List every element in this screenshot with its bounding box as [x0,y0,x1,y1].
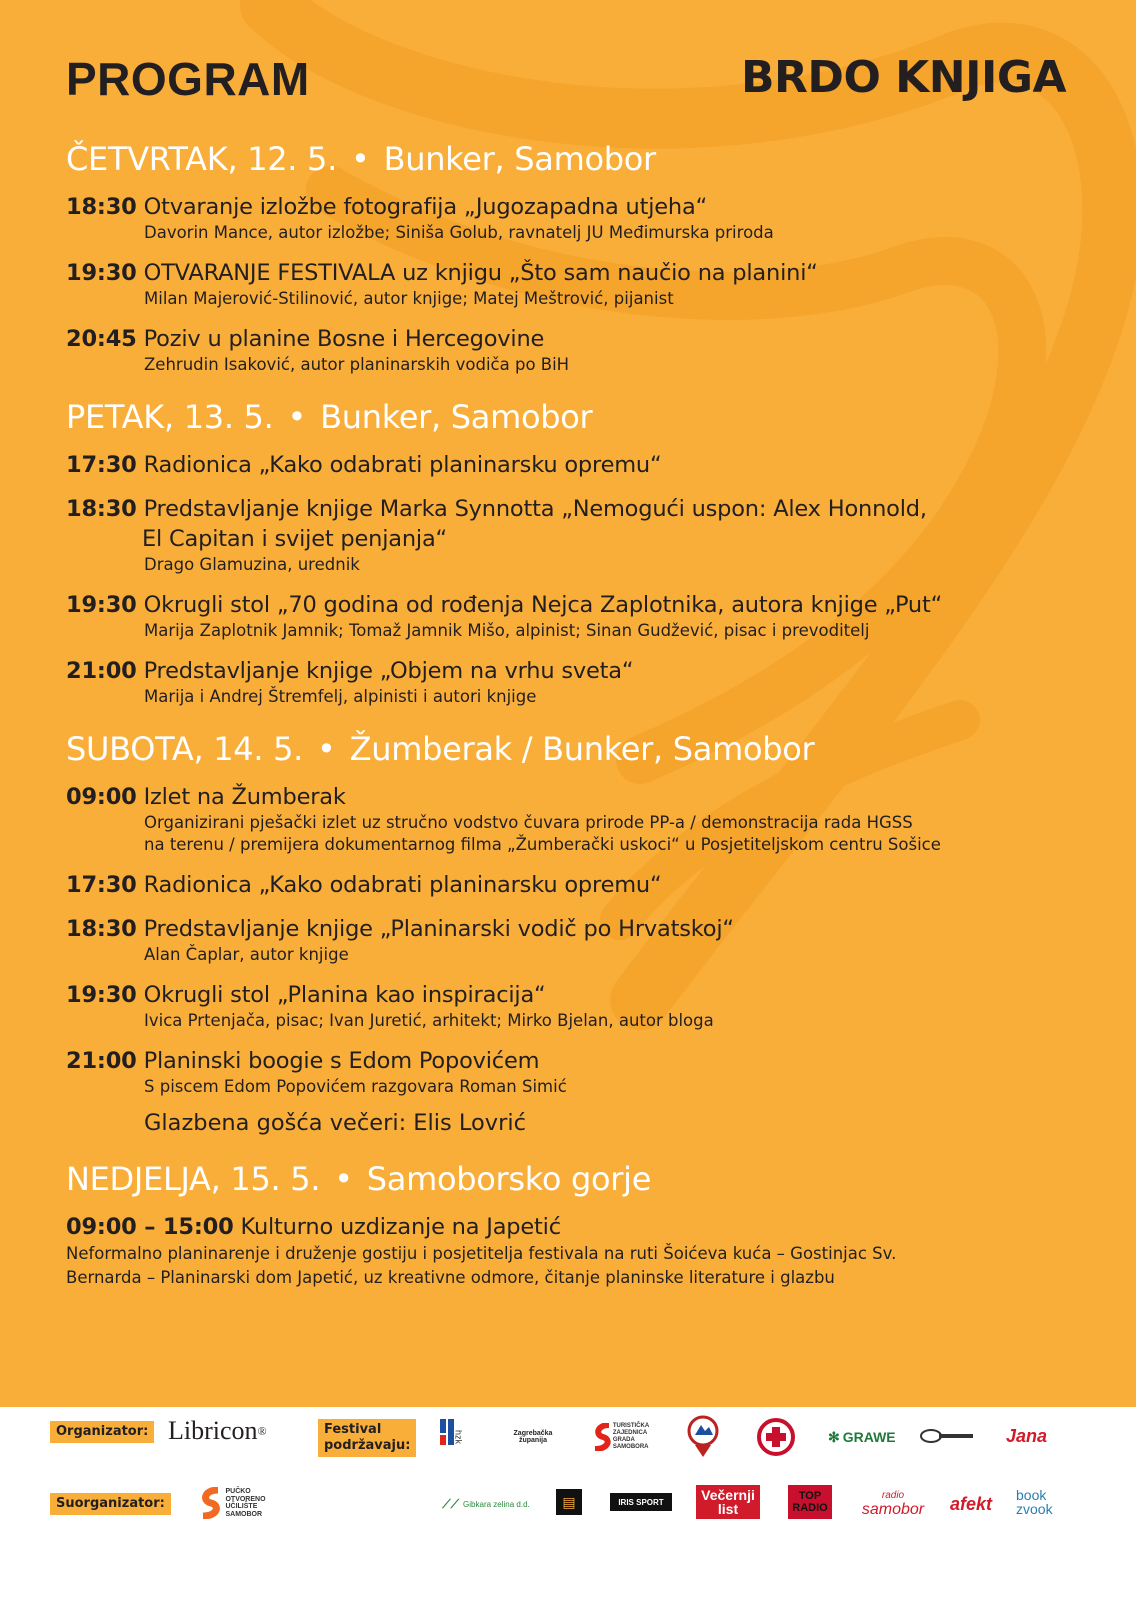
event-headline [66,590,1076,620]
day-date: PETAK, 13. 5. [66,398,274,436]
event-details: Milan Majerović-Stilinović, autor knjige; Matej Meštrović, pijanist [144,289,674,308]
event-time: 21:00 [66,658,137,684]
afekt-logo: afekt [950,1493,993,1514]
event-time: 21:00 [66,1048,137,1074]
partner-logo [918,1425,976,1447]
event-details: Organizirani pješački izlet uz stručno vodstvo čuvara prirode PP-a / demonstracija rada HGSS [144,813,913,832]
event-item [66,656,1076,708]
event-title: Radionica „Kako odabrati planinarsku opremu“ [143,872,662,898]
event-details: Bernarda – Planinarski dom Japetić, uz kreativne odmore, čitanje planinske literature i glazbu [66,1268,835,1287]
event-item [66,494,1076,576]
day-header [66,140,1076,178]
event-time: 17:30 [66,872,137,898]
day-section [66,730,1076,1138]
event-headline [66,914,1076,944]
day-venue: Bunker, Samobor [320,398,593,436]
bullet-separator: • [350,140,370,178]
event-details: Alan Čaplar, autor knjige [144,945,349,964]
coorganizer-label: Suorganizator: [50,1493,171,1515]
hgss-emblem-icon [756,1417,796,1457]
event-details: Zehrudin Isaković, autor planinarskih vodiča po BiH [144,355,570,374]
event-time: 18:30 [66,496,137,522]
event-headline [66,782,1076,812]
event-time: 17:30 [66,452,137,478]
day-header [66,1160,1076,1198]
day-venue: Žumberak / Bunker, Samobor [349,730,815,768]
event-title: Planinski boogie s Edom Popovićem [143,1048,540,1074]
event-time: 09:00 [66,784,137,810]
event-details: Ivica Prtenjača, pisac; Ivan Juretić, arhitekt; Mirko Bjelan, autor bloga [144,1011,714,1030]
bullet-separator: • [317,730,336,768]
event-title: Okrugli stol „Planina kao inspiracija“ [143,982,546,1008]
event-details: Davorin Mance, autor izložbe; Siniša Golub, ravnatelj JU Međimurska priroda [144,223,774,242]
event-item [66,192,1076,244]
day-section [66,398,1076,708]
event-item [66,782,1076,856]
day-date: NEDJELJA, 15. 5. [66,1160,321,1198]
grawe-logo: ✻ GRAWE [828,1428,896,1445]
day-section [66,1160,1076,1290]
radio-samobor-logo: radio samobor [861,1490,925,1518]
hzk-icon [440,1419,454,1455]
pou-samobor-logo: PUČKO OTVORENO UČILIŠTE SAMOBOR [188,1485,278,1521]
event-headline [66,192,1076,222]
supporters-label: Festival podržavaju: [318,1419,416,1457]
day-venue: Bunker, Samobor [383,140,656,178]
page-title: PROGRAM [66,53,310,105]
event-details: Drago Glamuzina, urednik [144,555,360,574]
event-headline [66,324,1076,354]
event-title: OTVARANJE FESTIVALA uz knjigu „Što sam naučio na planini“ [143,260,818,286]
day-section [66,140,1076,376]
event-details: Marija Zaplotnik Jamnik; Tomaž Jamnik Mišo, alpinist; Sinan Gudžević, pisac i prevoditelj [144,621,870,640]
brand-logo: BRDO KNJIGA [741,52,1066,103]
event-details: Neformalno planinarenje i druženje gostiju i posjetitelja festivala na ruti Šoićeva kuća – Gostinjac Sv. [66,1244,897,1263]
iris-sport-logo: IRIS SPORT [610,1493,672,1511]
bullet-separator: • [287,398,307,436]
top-radio-logo: TOP RADIO [788,1485,832,1519]
hzk-logo: hzk [436,1417,466,1457]
event-title: Predstavljanje knjige „Planinarski vodič po Hrvatskoj“ [143,916,734,942]
event-time: 19:30 [66,592,137,618]
event-item [66,450,1076,480]
event-time: 18:30 [66,916,137,942]
event-title: Kulturno uzdizanje na Japetić [240,1214,561,1240]
event-headline [66,1212,1076,1242]
libricon-logo: Libricon ® [168,1416,267,1445]
event-item [66,1212,1076,1290]
day-venue: Samoborsko gorje [366,1160,652,1198]
day-date: ČETVRTAK, 12. 5. [66,140,337,178]
event-time: 20:45 [66,326,137,352]
day-header [66,730,1076,768]
program-content [66,140,1076,1312]
day-header [66,398,1076,436]
event-item [66,870,1076,900]
event-time: 09:00 – 15:00 [66,1214,234,1240]
event-item [66,324,1076,376]
sponsors-section [0,1407,1136,1600]
bookzvook-logo: book zvook [1016,1487,1053,1517]
vecernji-list-logo: Večernji list [696,1485,760,1519]
event-details: na terenu / premijera dokumentarnog filma „Žumberački uskoci“ u Posjetiteljskom centru Sošice [144,835,941,854]
zlatna-logo: ⟋⟋ Gibkara zelina d.d. [442,1496,530,1511]
event-title: Okrugli stol „70 godina od rođenja Nejca Zaplotnika, autora knjige „Put“ [143,592,943,618]
event-time: 19:30 [66,982,137,1008]
jana-logo: Jana [1006,1425,1048,1446]
day-date: SUBOTA, 14. 5. [66,730,304,768]
event-item [66,258,1076,310]
event-item [66,980,1076,1032]
tz-samobor-logo: TURISTIČKA ZAJEDNICA GRADA SAMOBORA [588,1421,654,1453]
event-item [66,914,1076,966]
event-headline [66,870,1076,900]
event-headline [66,494,1076,524]
organizer-label: Organizator: [50,1421,154,1443]
event-headline [66,1046,1076,1076]
hps-emblem-icon [686,1413,720,1461]
bookstore-logo-icon: ▤ [556,1489,582,1515]
event-title: Otvaranje izložbe fotografija „Jugozapadna utjeha“ [143,194,708,220]
event-details: Marija i Andrej Štremfelj, alpinisti i autori knjige [144,687,537,706]
event-extra-note: Glazbena gošća večeri: Elis Lovrić [144,1110,526,1136]
event-details: S piscem Edom Popovićem razgovara Roman Simić [144,1077,567,1096]
zagrebacka-zupanija-logo: Zagrebačka županija [513,1430,553,1444]
event-title: Poziv u planine Bosne i Hercegovine [143,326,545,352]
bullet-separator: • [334,1160,353,1198]
event-headline [66,656,1076,686]
event-time: 18:30 [66,194,137,220]
event-title-continuation: El Capitan i svijet penjanja“ [142,526,448,552]
event-headline [66,450,1076,480]
event-item [66,590,1076,642]
event-title: Predstavljanje knjige „Objem na vrhu sveta“ [143,658,634,684]
event-title: Radionica „Kako odabrati planinarsku opremu“ [143,452,662,478]
partner-logo-icon [919,1427,975,1445]
event-title: Izlet na Žumberak [143,784,346,810]
event-title: Predstavljanje knjige Marka Synnotta „Nemogući uspon: Alex Honnold, [143,496,927,522]
pou-samobor-icon [200,1487,222,1519]
event-headline [66,258,1076,288]
event-item [66,1046,1076,1138]
tz-samobor-icon [593,1423,613,1451]
event-time: 19:30 [66,260,137,286]
event-headline [66,980,1076,1010]
